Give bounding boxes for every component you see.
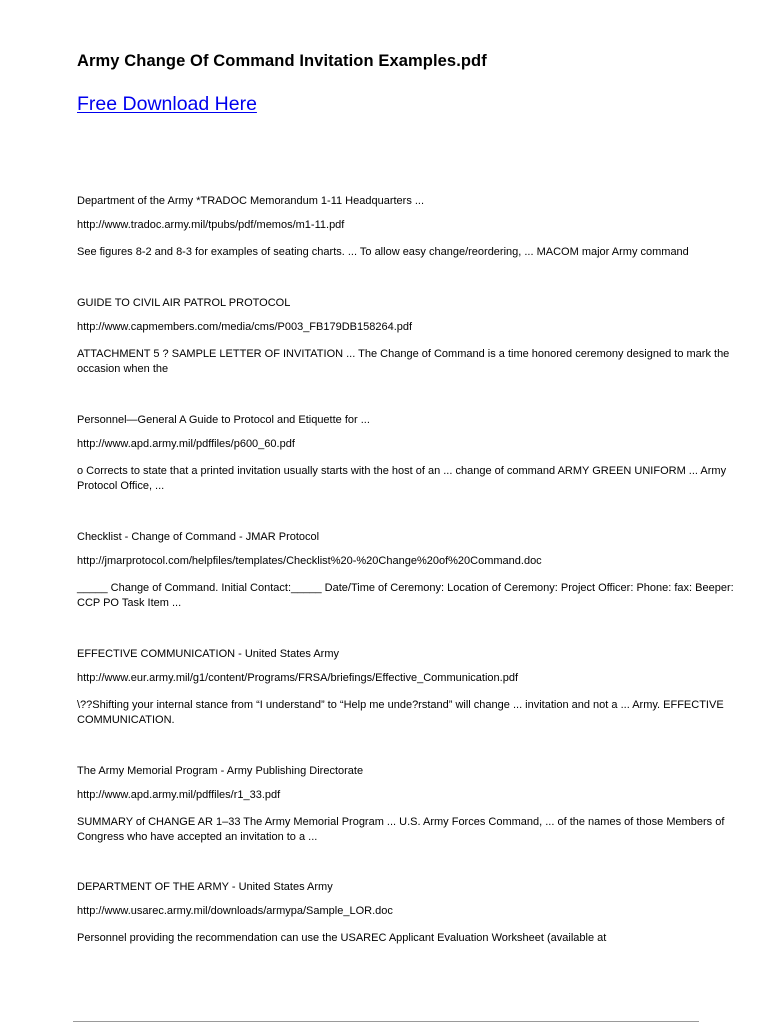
result-item: [77, 647, 737, 727]
result-title: Department of the Army *TRADOC Memorandum 1-11 Headquarters ...: [77, 195, 425, 207]
result-url: http://www.apd.army.mil/pdffiles/r1_33.pdf: [77, 788, 281, 801]
document-title: Army Change Of Command Invitation Examples.pdf: [77, 52, 487, 70]
result-url: http://www.eur.army.mil/g1/content/Programs/FRSA/briefings/Effective_Communication.pdf: [77, 671, 518, 684]
result-snippet: Personnel providing the recommendation can use the USAREC Applicant Evaluation Worksheet (available at: [77, 932, 607, 944]
result-title: GUIDE TO CIVIL AIR PATROL PROTOCOL: [77, 297, 291, 309]
result-snippet: _____ Change of Command. Initial Contact:_____ Date/Time of Ceremony: Location of Ceremony: Project Officer: Phone: fax: Beeper: CCP PO Task Item ...: [77, 582, 734, 609]
result-item: [77, 194, 737, 260]
result-title: Personnel—General A Guide to Protocol and Etiquette for ...: [77, 414, 370, 426]
result-title: The Army Memorial Program - Army Publishing Directorate: [77, 765, 364, 777]
result-snippet: See figures 8-2 and 8-3 for examples of seating charts. ... To allow easy change/reordering, ... MACOM major Army command: [77, 246, 689, 258]
result-title: Checklist - Change of Command - JMAR Protocol: [77, 531, 320, 543]
result-url: http://www.capmembers.com/media/cms/P003_FB179DB158264.pdf: [77, 320, 413, 333]
result-title: DEPARTMENT OF THE ARMY - United States Army: [77, 881, 333, 893]
result-snippet: o Corrects to state that a printed invitation usually starts with the host of an ... change of command ARMY GREEN UNIFORM ... Army Protocol Office, ...: [77, 465, 727, 492]
result-url: http://www.tradoc.army.mil/tpubs/pdf/memos/m1-11.pdf: [77, 218, 345, 231]
result-item: [77, 764, 737, 844]
result-snippet: SUMMARY of CHANGE AR 1–33 The Army Memorial Program ... U.S. Army Forces Command, ... of the names of those Members of Congress who have accepted an invitation to a ...: [77, 816, 725, 843]
result-item: [77, 413, 737, 493]
result-title: EFFECTIVE COMMUNICATION - United States Army: [77, 648, 339, 660]
result-item: [77, 530, 737, 610]
result-url: http://www.usarec.army.mil/downloads/armypa/Sample_LOR.doc: [77, 904, 393, 917]
result-snippet: \??Shifting your internal stance from “I understand” to “Help me unde?rstand” will change ... invitation and not a ... Army. EFFECTIVE COMMUNICATION.: [77, 699, 724, 726]
result-item: [77, 296, 737, 376]
page-bottom-divider: [73, 1021, 699, 1022]
result-url: http://jmarprotocol.com/helpfiles/templates/Checklist%20-%20Change%20of%20Command.doc: [77, 554, 542, 567]
result-snippet: ATTACHMENT 5 ? SAMPLE LETTER OF INVITATION ... The Change of Command is a time honored ceremony designed to mark the occasion when the: [77, 348, 730, 375]
result-url: http://www.apd.army.mil/pdffiles/p600_60.pdf: [77, 437, 295, 450]
free-download-link[interactable]: Free Download Here: [77, 93, 257, 115]
result-item: [77, 880, 737, 946]
